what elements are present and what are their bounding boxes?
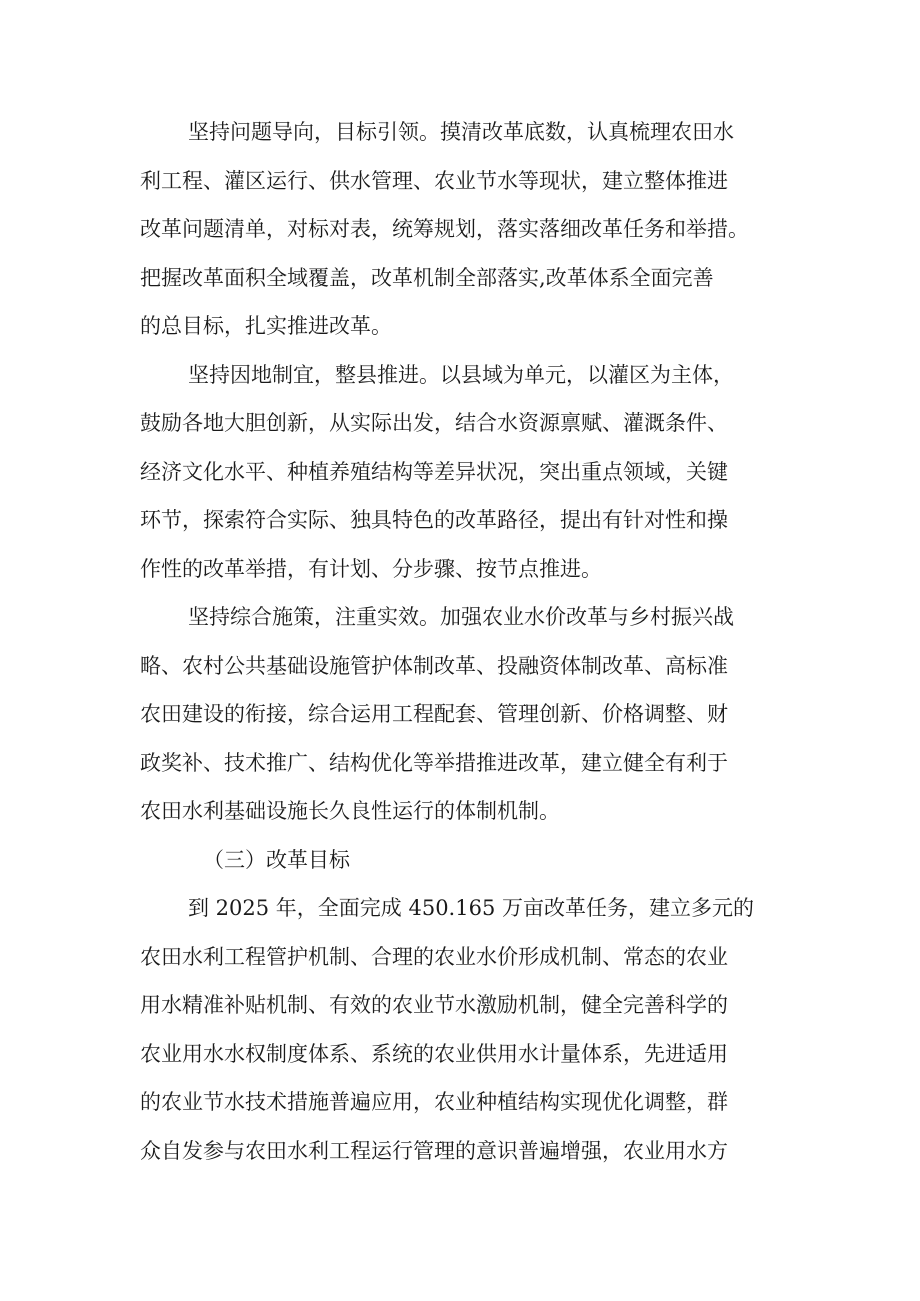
text-line: 环节，探索符合实际、独具特色的改革路径，提出有针对性和操	[140, 508, 728, 532]
text-line: 政奖补、技术推广、结构优化等举措推进改革，建立健全有利于	[140, 751, 728, 775]
text-line: 农田水利工程管护机制、合理的农业水价形成机制、常态的农业	[140, 945, 728, 969]
section-heading: （三）改革目标	[203, 848, 350, 872]
text-line: 的总目标，扎实推进改革。	[140, 314, 392, 338]
text-line: 经济文化水平、种植养殖结构等差异状况，突出重点领域，关键	[140, 460, 728, 484]
text-line: 众自发参与农田水利工程运行管理的意识普遍增强，农业用水方	[140, 1139, 728, 1163]
text-line: 农田水利基础设施长久良性运行的体制机制。	[140, 799, 560, 823]
text-line: 略、农村公共基础设施管护体制改革、投融资体制改革、高标准	[140, 654, 728, 678]
text-line: 到 2025 年，全面完成 450.165 万亩改革任务，建立多元的	[188, 896, 754, 920]
text-line: 把握改革面积全域覆盖，改革机制全部落实,改革体系全面完善	[140, 266, 714, 290]
text-line: 坚持综合施策，注重实效。加强农业水价改革与乡村振兴战	[188, 605, 734, 629]
text-line: 坚持问题导向，目标引领。摸清改革底数，认真梳理农田水	[188, 120, 734, 144]
text-line: 用水精准补贴机制、有效的农业节水激励机制，健全完善科学的	[140, 993, 728, 1017]
text-line: 鼓励各地大胆创新，从实际出发，结合水资源禀赋、灌溉条件、	[140, 411, 728, 435]
text-line: 坚持因地制宜，整县推进。以县域为单元，以灌区为主体，	[188, 363, 734, 387]
text-line: 农业用水水权制度体系、系统的农业供用水计量体系，先进适用	[140, 1042, 728, 1066]
text-line: 改革问题清单，对标对表，统筹规划，落实落细改革任务和举措。	[140, 217, 749, 241]
text-line: 的农业节水技术措施普遍应用，农业种植结构实现优化调整，群	[140, 1090, 728, 1114]
text-line: 利工程、灌区运行、供水管理、农业节水等现状，建立整体推进	[140, 169, 728, 193]
text-line: 农田建设的衔接，综合运用工程配套、管理创新、价格调整、财	[140, 702, 728, 726]
text-line: 作性的改革举措，有计划、分步骤、按节点推进。	[140, 557, 602, 581]
